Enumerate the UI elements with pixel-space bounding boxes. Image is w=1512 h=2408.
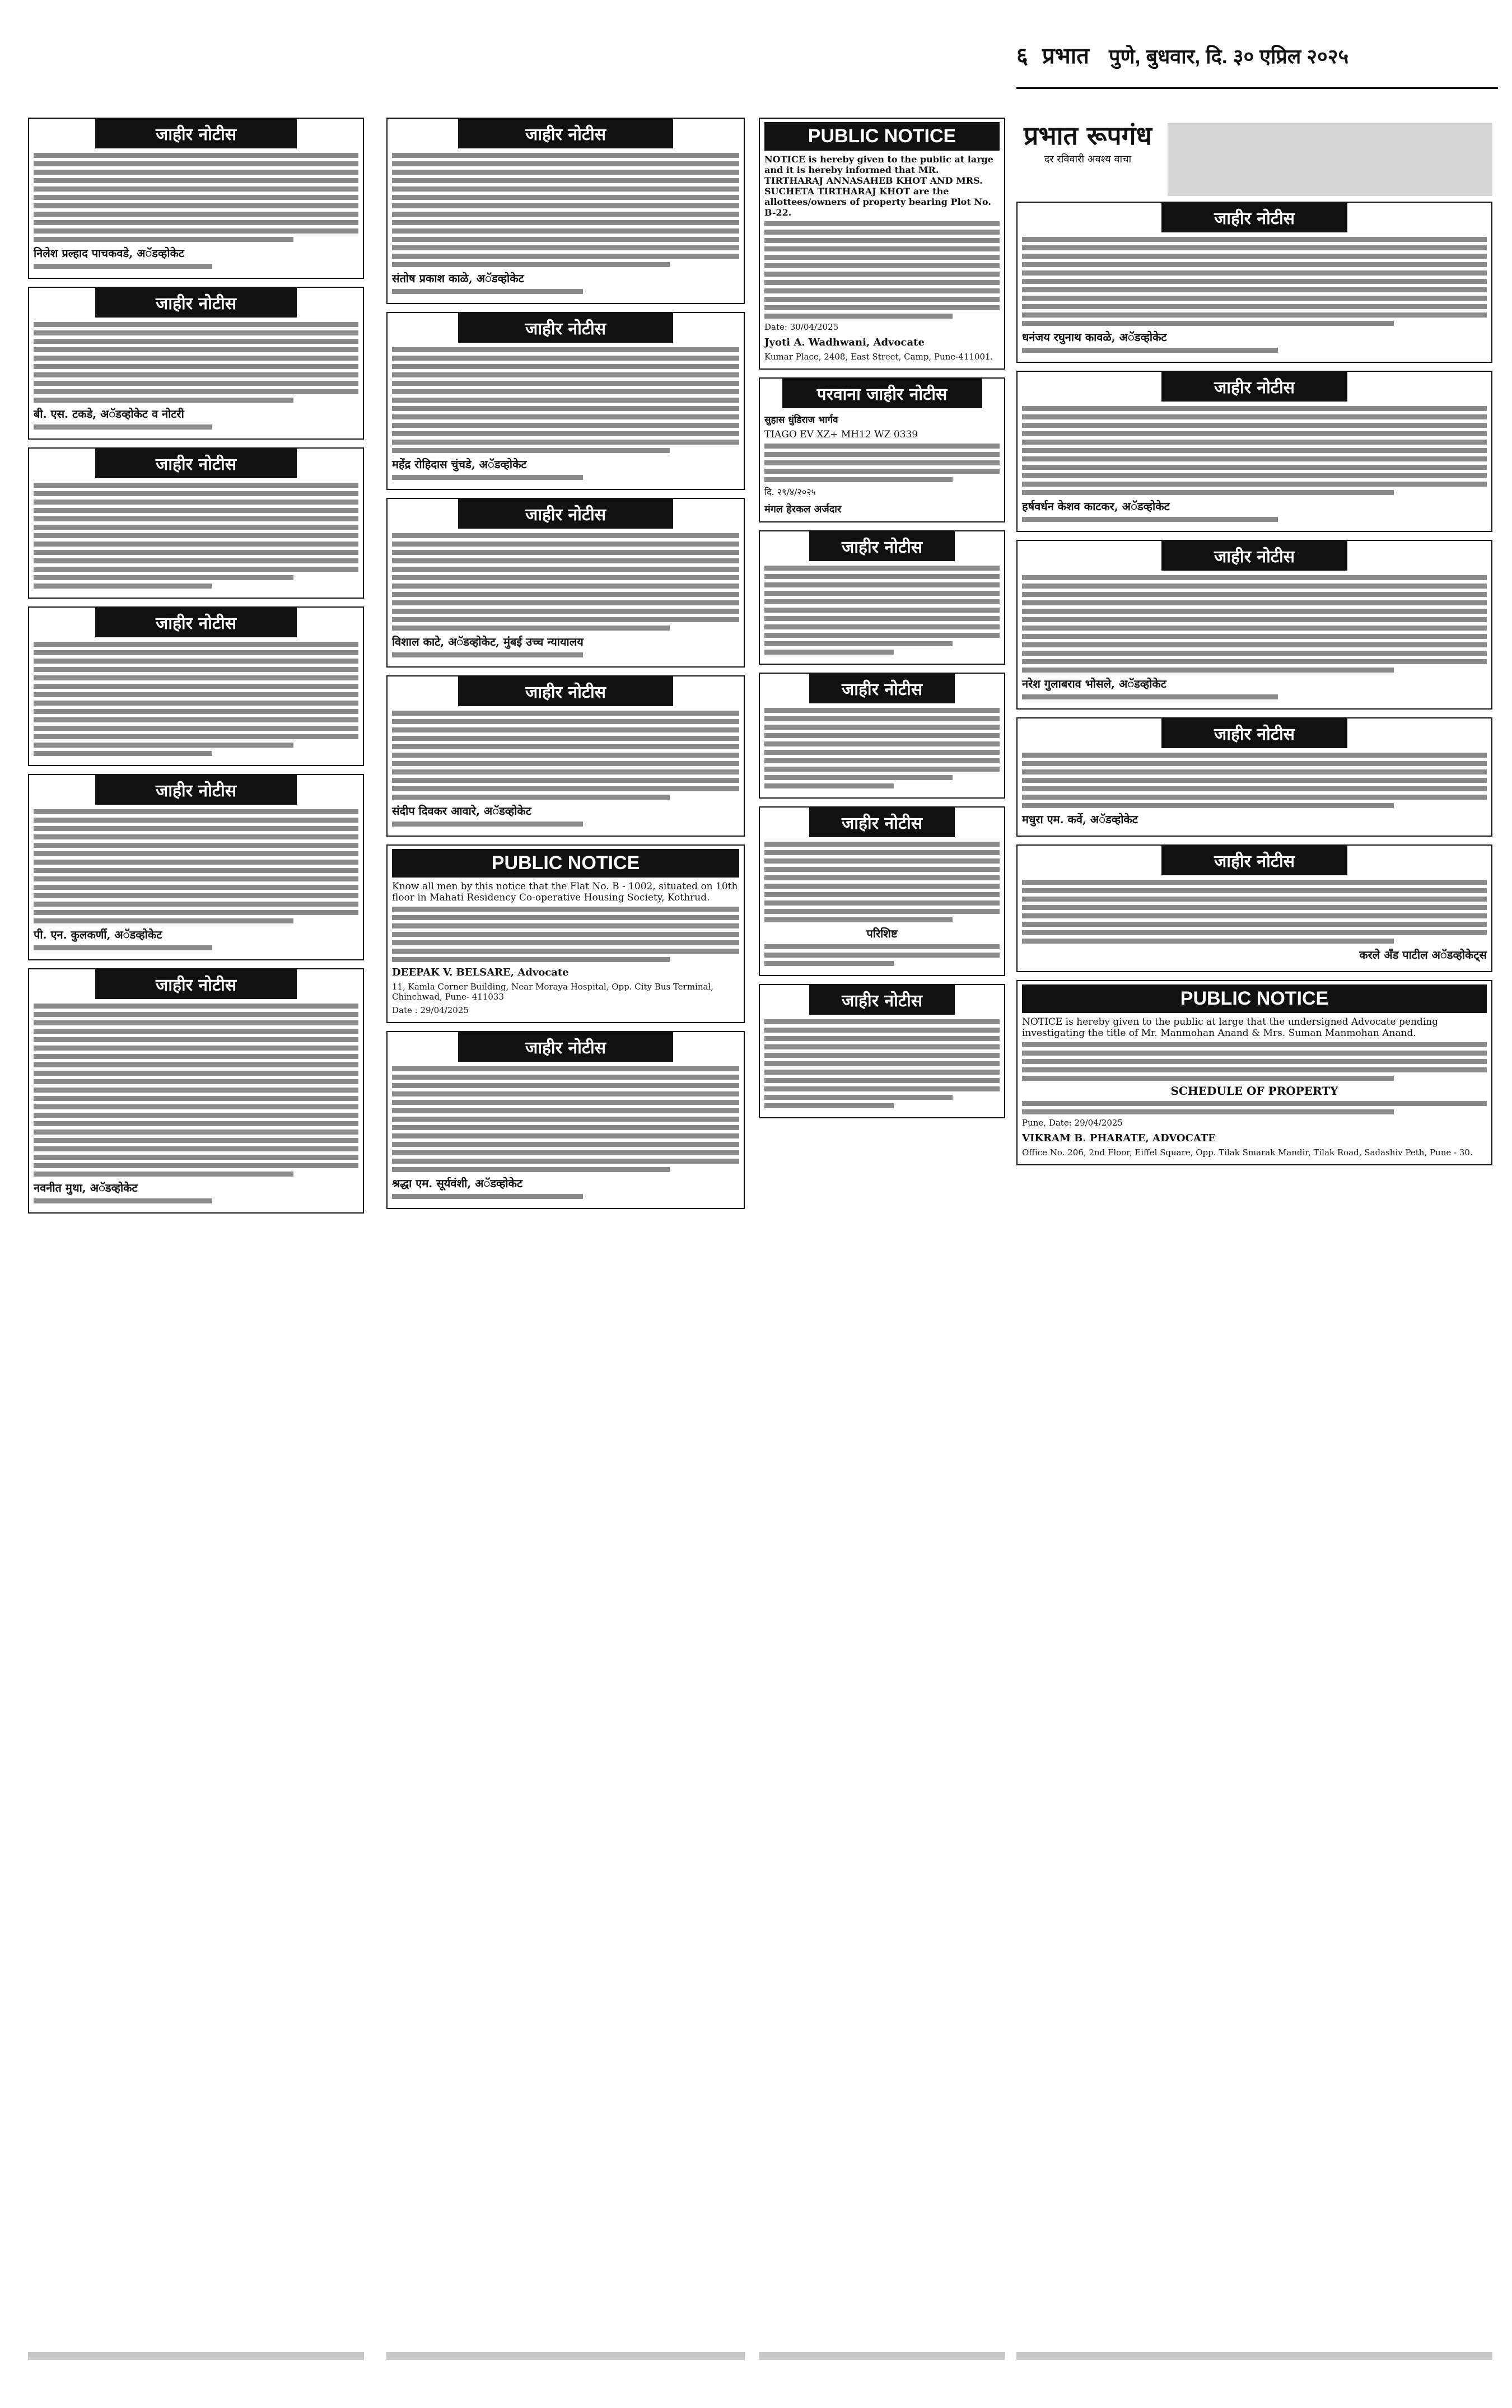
notice-heading: जाहीर नोटीस [95,119,297,148]
masthead-dateline: पुणे, बुधवार, दि. ३० एप्रिल २०२५ [1109,45,1349,68]
notice-16: जाहीर नोटीस धनंजय रघुनाथ कावळे, अॅडव्होकेट [1016,202,1492,363]
masthead-brand: प्रभात [1042,44,1089,68]
notice-18: जाहीर नोटीस नरेश गुलाबराव भोसले, अॅडव्होकेट [1016,540,1492,710]
public-notice-1: PUBLIC NOTICE NOTICE is hereby given to the public at large and it is hereby informed that MR. TIRTHARAJ ANNASAHEB KHOT AND MRS. SUCHETA TIRTHARAJ KHOT are the allottees/owners of property bearing Plot No. B-22. Date: 30/04/2025 Jyoti A. Wadhwani, Advocate Kumar Place, 2408, East Street, Camp, Pune-411001. [759,118,1005,370]
notice-11: जाहीर नोटीस श्रद्धा एम. सूर्यवंशी, अॅडव्होकेट [386,1031,745,1209]
paravana-notice: परवाना जाहीर नोटीस सुहास धुंडिराज भार्गव TIAGO EV XZ+ MH12 WZ 0339 दि. २९/४/२०२५ मंगल हेरकल अर्जदार [759,377,1005,522]
public-notice-3: PUBLIC NOTICE NOTICE is hereby given to the public at large that the undersigned Advocate pending investigating the title of Mr. Manmohan Anand & Mrs. Suman Manmohan Anand. SCHEDULE OF PROPERTY Pune, Date: 29/04/2025 VIKRAM B. PHARATE, ADVOCATE Office No. 206, 2nd Floor, Eiffel Square, Opp. Tilak Smarak Mandir, Tilak Road, Sadashiv Peth, Pune - 30. [1016,980,1492,1165]
column-3 [759,118,1005,1126]
notice-19: जाहीर नोटीस मधुरा एम. कर्वे, अॅडव्होकेट [1016,717,1492,837]
supplement-box [1016,118,1159,165]
masthead [1016,39,1498,118]
notice-3: जाहीर नोटीस [28,447,364,599]
grey-banner-block [1168,123,1492,196]
notice-5: जाहीर नोटीस पी. एन. कुलकर्णी, अॅडव्होकेट [28,774,364,960]
notice-2: जाहीर नोटीस बी. एस. टकडे, अॅडव्होकेट व नोटरी [28,287,364,440]
footer-strip [759,2352,1005,2360]
notice-13: जाहीर नोटीस [759,673,1005,799]
notice-6: जाहीर नोटीस नवनीत मुथा, अॅडव्होकेट [28,968,364,1214]
column-1 [28,118,364,1221]
notice-17: जाहीर नोटीस हर्षवर्धन केशव काटकर, अॅडव्होकेट [1016,371,1492,532]
footer-strip [386,2352,745,2360]
page-number: ६ [1016,44,1028,68]
notice-14: जाहीर नोटीस परिशिष्ट [759,806,1005,976]
notice-9: जाहीर नोटीस विशाल काटे, अॅडव्होकेट, मुंबई उच्च न्यायालय [386,498,745,668]
notice-15: जाहीर नोटीस [759,984,1005,1118]
notice-8: जाहीर नोटीस महेंद्र रोहिदास चुंचडे, अॅडव्होकेट [386,312,745,490]
public-notice-lead: Know all men by this notice that the Flat No. B - 1002, situated on 10th floor in Mahati Residency Co-operative Housing Society, Kothrud. [392,881,738,903]
notice-20: जाहीर नोटीस करले अँड पाटील अॅडव्होकेट्स [1016,844,1492,972]
notice-1 [28,118,364,279]
footer-strip [1016,2352,1492,2360]
notice-10: जाहीर नोटीस संदीप दिवकर आवारे, अॅडव्होकेट [386,675,745,837]
notice-advocate: निलेश प्रल्हाद पाचकवडे, अॅडव्होकेट [34,246,185,260]
supplement-tag: दर रविवारी अवश्य वाचा [1044,153,1132,165]
footer-strip [28,2352,364,2360]
column-4 [1016,202,1492,1173]
notice-12: जाहीर नोटीस [759,530,1005,665]
notice-7: जाहीर नोटीस संतोष प्रकाश काळे, अॅडव्होकेट [386,118,745,304]
supplement-brand: प्रभात रूपगंध [1024,120,1152,151]
public-notice-2: PUBLIC NOTICE Know all men by this notice that the Flat No. B - 1002, situated on 10th floor in Mahati Residency Co-operative Housing Society, Kothrud. DEEPAK V. BELSARE, Advocate 11, Kamla Corner Building, Near Moraya Hospital, Opp. City Bus Terminal, Chinchwad, Pune- 411033 Date : 29/04/2025 [386,844,745,1023]
notice-4: जाहीर नोटीस [28,606,364,766]
public-notice-title: PUBLIC NOTICE [392,849,739,878]
public-notice-sign: DEEPAK V. BELSARE, Advocate [392,967,569,978]
column-2 [386,118,745,1217]
